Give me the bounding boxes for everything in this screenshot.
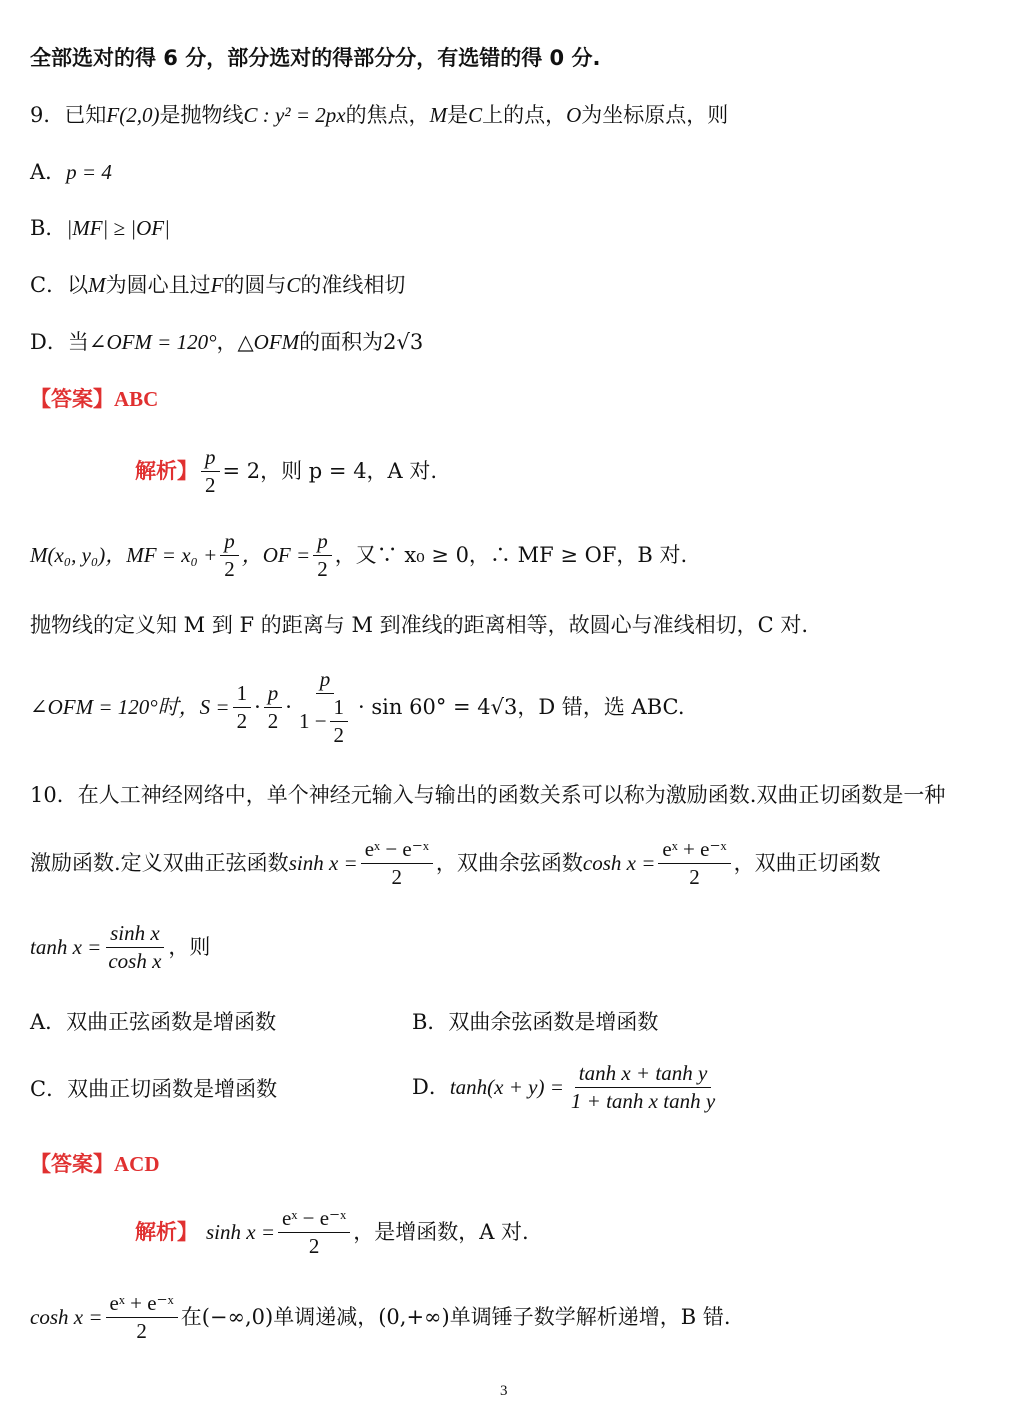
q9-analysis-2-a: M(x₀, y₀)，MF = x₀ +: [30, 543, 218, 567]
q9-analysis-4: ∠OFM = 120°时，S = $\frac{1}{2}$ · $\frac{p}{2}$ · p 1 − $\frac{1}{2}$ · sin 60° = 4√3，D 错，选 ABC.: [30, 667, 685, 748]
q10-analysis-2-lhs: cosh x =: [30, 1305, 103, 1329]
q9-option-d-text-2: ，: [216, 330, 238, 354]
q10-stem-3-end: ，则: [168, 935, 211, 959]
q10-analysis-1-num: eˣ − e⁻ˣ: [278, 1207, 350, 1233]
q10-option-d-frac: [567, 1062, 719, 1113]
q9-option-c-text-3: 的圆与: [223, 273, 287, 297]
q9-focus: F(2,0): [106, 103, 160, 127]
q10-option-c: [30, 1077, 277, 1102]
q9-text-2: 的焦点，: [345, 103, 430, 127]
q9-analysis-4-frac-big: [295, 668, 355, 747]
q9-analysis-2-frac-1-num: p: [220, 530, 239, 556]
header-note: [30, 46, 600, 71]
q9-option-b: [30, 216, 170, 241]
q9-analysis-4-half-den: 2: [236, 709, 248, 734]
q10-stem-2-a: 激励函数.定义双曲正弦函数: [30, 851, 289, 875]
q10-sinh-frac: [361, 838, 433, 889]
q10-cosh-frac: [658, 838, 730, 889]
q10-analysis-1-lhs: sinh x =: [206, 1220, 275, 1244]
q9-analysis-4-p-num: p: [264, 682, 283, 708]
q10-cosh-num: eˣ + e⁻ˣ: [658, 838, 730, 864]
q10-analysis-2-frac: [106, 1292, 178, 1343]
q9-analysis-4-p-den: 2: [267, 709, 279, 734]
q9-analysis-4-inner-frac: [330, 696, 349, 747]
q9-option-b-label: B．: [30, 216, 67, 240]
q9-analysis-frac-p2: [201, 446, 220, 497]
q10-stem-2-b: ，双曲余弦函数: [435, 851, 583, 875]
q9-analysis-4-frac-p2: [264, 682, 283, 733]
q10-tanh-frac: [104, 922, 165, 973]
q10-analysis-1-den: 2: [308, 1234, 320, 1259]
q10-tanh-lhs: tanh x =: [30, 935, 102, 959]
q9-text-1: 是抛物线: [159, 103, 244, 127]
q9-option-c-m: M: [88, 273, 106, 297]
q9-answer-label: 【答案】: [30, 387, 114, 411]
q9-parabola: C : y² = 2px: [243, 103, 346, 127]
q9-option-c-text-2: 为圆心且过: [105, 273, 211, 297]
q10-option-b-text: B．双曲余弦函数是增函数: [412, 1010, 659, 1034]
q9-analysis-2-frac-2-den: 2: [317, 557, 328, 582]
q9-text-3: 是: [447, 103, 469, 127]
q10-stem-2-c: ，双曲正切函数: [733, 851, 881, 875]
q9-analysis-2-b: ，OF =: [241, 543, 311, 567]
q9-curve-c: C: [468, 103, 483, 127]
q10-option-c-text: C．双曲正切函数是增函数: [30, 1077, 278, 1101]
q10-option-d-den: 1 + tanh x tanh y: [570, 1089, 716, 1114]
q9-analysis-4-inner-den: 2: [333, 723, 345, 748]
q10-answer: [30, 1152, 160, 1177]
q10-analysis-1-rest: ，是增函数，A 对.: [353, 1220, 529, 1244]
question-10-stem-1: [30, 783, 945, 808]
q9-text-4: 上的点，: [482, 103, 567, 127]
q9-option-c-f: F: [210, 273, 224, 297]
q9-option-d-text-1: D．当: [30, 330, 89, 354]
q9-analysis-2-frac-1: [220, 530, 239, 581]
q9-analysis-4-big-num: p: [316, 668, 335, 694]
q10-stem-line-1: 10．在人工神经网络中，单个神经元输入与输出的函数关系可以称为激励函数.双曲正切函数是一种: [30, 783, 946, 807]
q10-option-d-label: D．: [412, 1075, 450, 1099]
q10-option-d-lhs: tanh(x + y) =: [449, 1075, 564, 1099]
q10-option-d: [412, 1062, 722, 1113]
q9-option-d-value: 2√3: [383, 330, 424, 354]
q9-option-d: [30, 330, 423, 355]
q10-option-a: [30, 1010, 276, 1035]
q9-answer-value: ABC: [114, 387, 159, 411]
q9-option-c-text-4: 的准线相切: [300, 273, 406, 297]
q9-text-5: 为坐标原点，则: [581, 103, 729, 127]
q9-option-d-text-3: 的面积为: [299, 330, 384, 354]
q9-answer: [30, 387, 158, 412]
question-9-stem: [30, 103, 728, 128]
q9-analysis-4-big-den: [295, 694, 355, 747]
q10-option-a-text: A．双曲正弦函数是增函数: [30, 1010, 277, 1034]
q9-analysis-frac-num: p: [201, 446, 220, 472]
q10-analysis-2-rest: 在(−∞,0)单调递减，(0,+∞)单调锤子数学解析递增，B 错.: [180, 1305, 731, 1329]
q9-option-b-math: |MF| ≥ |OF|: [66, 216, 170, 240]
q9-analysis-4-big-den-text: 1 −: [298, 709, 327, 734]
q10-tanh-den: cosh x: [108, 949, 162, 974]
q10-analysis-1: [135, 1207, 529, 1258]
q9-analysis-3: [30, 613, 808, 638]
q9-origin: O: [566, 103, 582, 127]
q9-analysis-2: [30, 530, 687, 581]
q9-point-m: M: [429, 103, 448, 127]
q9-analysis-4-half-num: 1: [233, 682, 252, 708]
q9-option-d-triangle: △OFM: [237, 330, 300, 354]
q9-prefix: 9．已知: [30, 103, 107, 127]
q10-option-b: [412, 1010, 658, 1035]
q9-analysis-4-a: ∠OFM = 120°时，S =: [30, 695, 230, 720]
q10-tanh-num: sinh x: [106, 922, 164, 948]
q10-analysis-label: 解析】: [135, 1220, 198, 1244]
question-10-stem-2: [30, 838, 881, 889]
q9-option-c-text-1: C．以: [30, 273, 89, 297]
q10-option-d-num: tanh x + tanh y: [575, 1062, 711, 1088]
q9-analysis-4-frac-half: [233, 682, 252, 733]
q9-analysis-2-frac-1-den: 2: [224, 557, 235, 582]
q9-analysis-2-frac-2: [313, 530, 332, 581]
q9-option-c-c: C: [286, 273, 301, 297]
q9-analysis-3-text: 抛物线的定义知 M 到 F 的距离与 M 到准线的距离相等，故圆心与准线相切，C 对.: [30, 613, 809, 637]
q10-cosh-den: 2: [689, 865, 700, 890]
q9-analysis-1-rest: = 2，则 p = 4，A 对.: [222, 459, 438, 483]
q9-analysis-2-c: ，又∵ x₀ ≥ 0，∴ MF ≥ OF，B 对.: [334, 543, 688, 567]
q9-option-d-angle: ∠OFM = 120°: [88, 330, 217, 354]
q10-answer-label: 【答案】: [30, 1152, 114, 1176]
page-number: 3: [500, 1383, 508, 1399]
q9-analysis-4-inner-num: 1: [330, 696, 349, 722]
q9-analysis-label: 解析】: [135, 459, 198, 483]
q10-sinh-den: 2: [391, 865, 403, 890]
q9-analysis-4-b: · sin 60° = 4√3，D 错，选 ABC.: [358, 695, 685, 720]
q10-cosh-lhs: cosh x =: [582, 851, 656, 875]
q10-analysis-2-num: eˣ + e⁻ˣ: [106, 1292, 178, 1318]
header-note-text: 全部选对的得 6 分，部分选对的得部分分，有选错的得 0 分.: [30, 46, 601, 70]
question-10-stem-3: [30, 922, 210, 973]
q9-analysis-1: [135, 446, 437, 497]
q9-option-a-math: p = 4: [66, 160, 112, 184]
q10-analysis-2: [30, 1292, 731, 1343]
q10-sinh-lhs: sinh x =: [288, 851, 358, 875]
q10-analysis-1-frac: [278, 1207, 350, 1258]
q9-option-a-label: A．: [30, 160, 67, 184]
q10-answer-value: ACD: [114, 1152, 160, 1176]
q10-sinh-num: eˣ − e⁻ˣ: [361, 838, 433, 864]
q9-option-a: [30, 160, 112, 185]
q9-analysis-frac-den: 2: [205, 473, 216, 498]
q9-option-c: [30, 273, 405, 298]
q9-analysis-2-frac-2-num: p: [313, 530, 332, 556]
q10-analysis-2-den: 2: [136, 1319, 147, 1344]
